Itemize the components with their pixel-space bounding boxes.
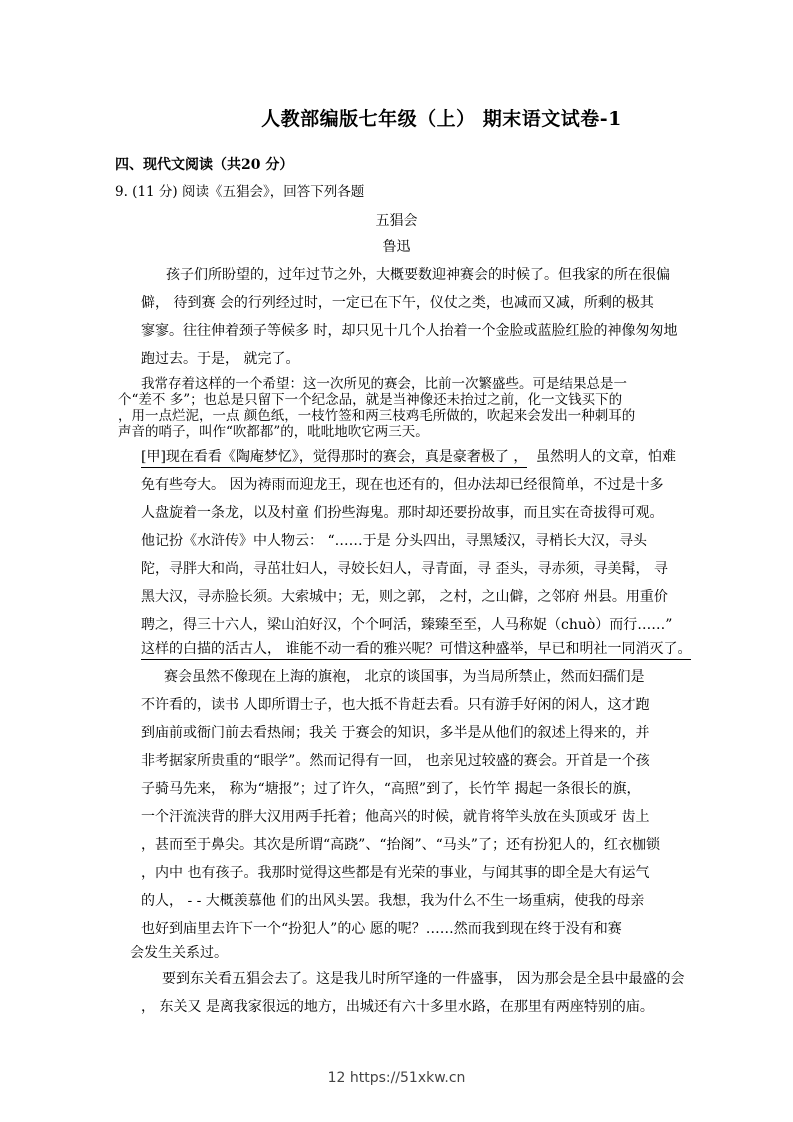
passage-line: 虽然明人的文章，怕难	[536, 449, 676, 465]
passage-line: 黑大汉，寻赤脸长须。大索城中；无，则之郭， 之村，之山僻，之邻府 州县。用重价	[141, 589, 668, 605]
question-prompt: 9. (11 分) 阅读《五猖会》，回答下列各题	[115, 184, 365, 200]
page-footer: 12 https://51xkw.cn	[327, 1070, 466, 1086]
passage-line: 非考据家所贵重的“眼学”。然而记得有一回， 也亲见过较盛的赛会。开首是一个孩	[141, 753, 650, 769]
passage-line: 要到东关看五猖会去了。这是我儿时所罕逢的一件盛事， 因为那会是全县中最盛的会	[162, 971, 685, 987]
passage-line: ，内中 也有孩子。我那时觉得这些都是有光荣的事业，与闻其事的即全是大有运气	[141, 865, 650, 881]
passage-line: 陀，寻胖大和尚，寻茁壮妇人，寻姣长妇人，寻青面，寻 歪头，寻赤须，寻美髯， 寻	[141, 561, 668, 577]
passage-line: 不许看的，读书 人即所谓士子，也大抵不肯赶去看。只有游手好闲的闲人，这才跑	[141, 697, 650, 713]
passage-line: 个“差不 多”；也总是只留下一个纪念品，就是当神像还未抬过之前，化一文钱买下的	[118, 392, 623, 408]
passage-line: 会发生关系过。	[130, 945, 228, 961]
passage-line: 孩子们所盼望的，过年过节之外，大概要数迎神赛会的时候了。但我家的所在很偏	[166, 267, 670, 283]
passage-author: 鲁迅	[382, 239, 411, 255]
passage-line: 到庙前或衙门前去看热闹；我关 于赛会的知识，多半是从他们的叙述上得来的，并	[141, 725, 650, 741]
section-heading: 四、现代文阅读（共20 分）	[115, 157, 294, 173]
passage-line: 聘之，得三十六人，梁山泊好汉，个个呵活，臻臻至至，人马称娖（chuò）而行……”	[141, 617, 673, 633]
underlined-sentence: 这样的白描的活古人， 谁能不动一看的雅兴呢？可惜这种盛举，早已和明社一同消灭了。	[141, 638, 691, 660]
passage-line: 我常存着这样的一个希望：这一次所见的赛会，比前一次繁盛些。可是结果总是一	[141, 376, 627, 392]
passage-line: 声音的哨子，叫作“吹都都”的，吡吡地吹它两三天。	[118, 424, 429, 440]
passage-line: ，甚而至于鼻尖。其次是所谓“高跷”、“抬阁”、“马头”了；还有扮犯人的，红衣枷锁	[141, 837, 660, 853]
passage-line: 人盘旋着一条龙，以及村童 们扮些海鬼。那时却还要扮故事，而且实在奇拔得可观。	[141, 505, 664, 521]
exam-title: 人教部编版七年级（上） 期末语文试卷-1	[261, 108, 622, 130]
passage-line: 的人， - - 大概羡慕他 们的出风头罢。我想，我为什么不生一场重病，使我的母亲	[141, 893, 645, 909]
passage-title: 五猖会	[375, 213, 418, 229]
passage-line: 他记扮《水浒传》中人物云： “……于是 分头四出，寻黑矮汉，寻梢长大汉，寻头	[141, 533, 648, 549]
passage-line: 跑过去。于是， 就完了。	[141, 351, 300, 367]
passage-line: 免有些夸大。 因为祷雨而迎龙王，现在也还有的，但办法却已经很简单，不过是十多	[141, 477, 664, 493]
passage-line: ，用一点烂泥，一点 颜色纸，一枝竹签和两三枝鸡毛所做的，吹起来会发出一种刺耳的	[118, 408, 636, 424]
passage-line: ， 东关又 是离我家很远的地方，出城还有六十多里水路，在那里有两座特别的庙。	[141, 999, 654, 1015]
underlined-sentence-jia: [甲]现在看看《陶庵梦忆》，觉得那时的赛会，真是豪奢极了 ，	[141, 446, 527, 468]
passage-line: 寥寥。往往伸着颈子等候多 时，却只见十几个人抬着一个金脸或蓝脸红脸的神像匆匆地	[141, 323, 678, 339]
passage-line: 也好到庙里去许下一个“扮犯人”的心 愿的呢？……然而我到现在终于没有和赛	[141, 921, 622, 937]
passage-line: 一个汗流浃背的胖大汉用两手托着；他高兴的时候，就肯将竿头放在头顶或牙 齿上	[141, 809, 650, 825]
passage-line: 子骑马先来， 称为“塘报”；过了许久，“高照”到了，长竹竿 揭起一条很长的旗，	[141, 781, 641, 797]
passage-line: 赛会虽然不像现在上海的旗袍， 北京的谈国事，为当局所禁止，然而妇孺们是	[164, 669, 645, 685]
passage-line: 僻， 待到赛 会的行列经过时，一定已在下午，仪仗之类，也减而又减，所剩的极其	[141, 295, 654, 311]
